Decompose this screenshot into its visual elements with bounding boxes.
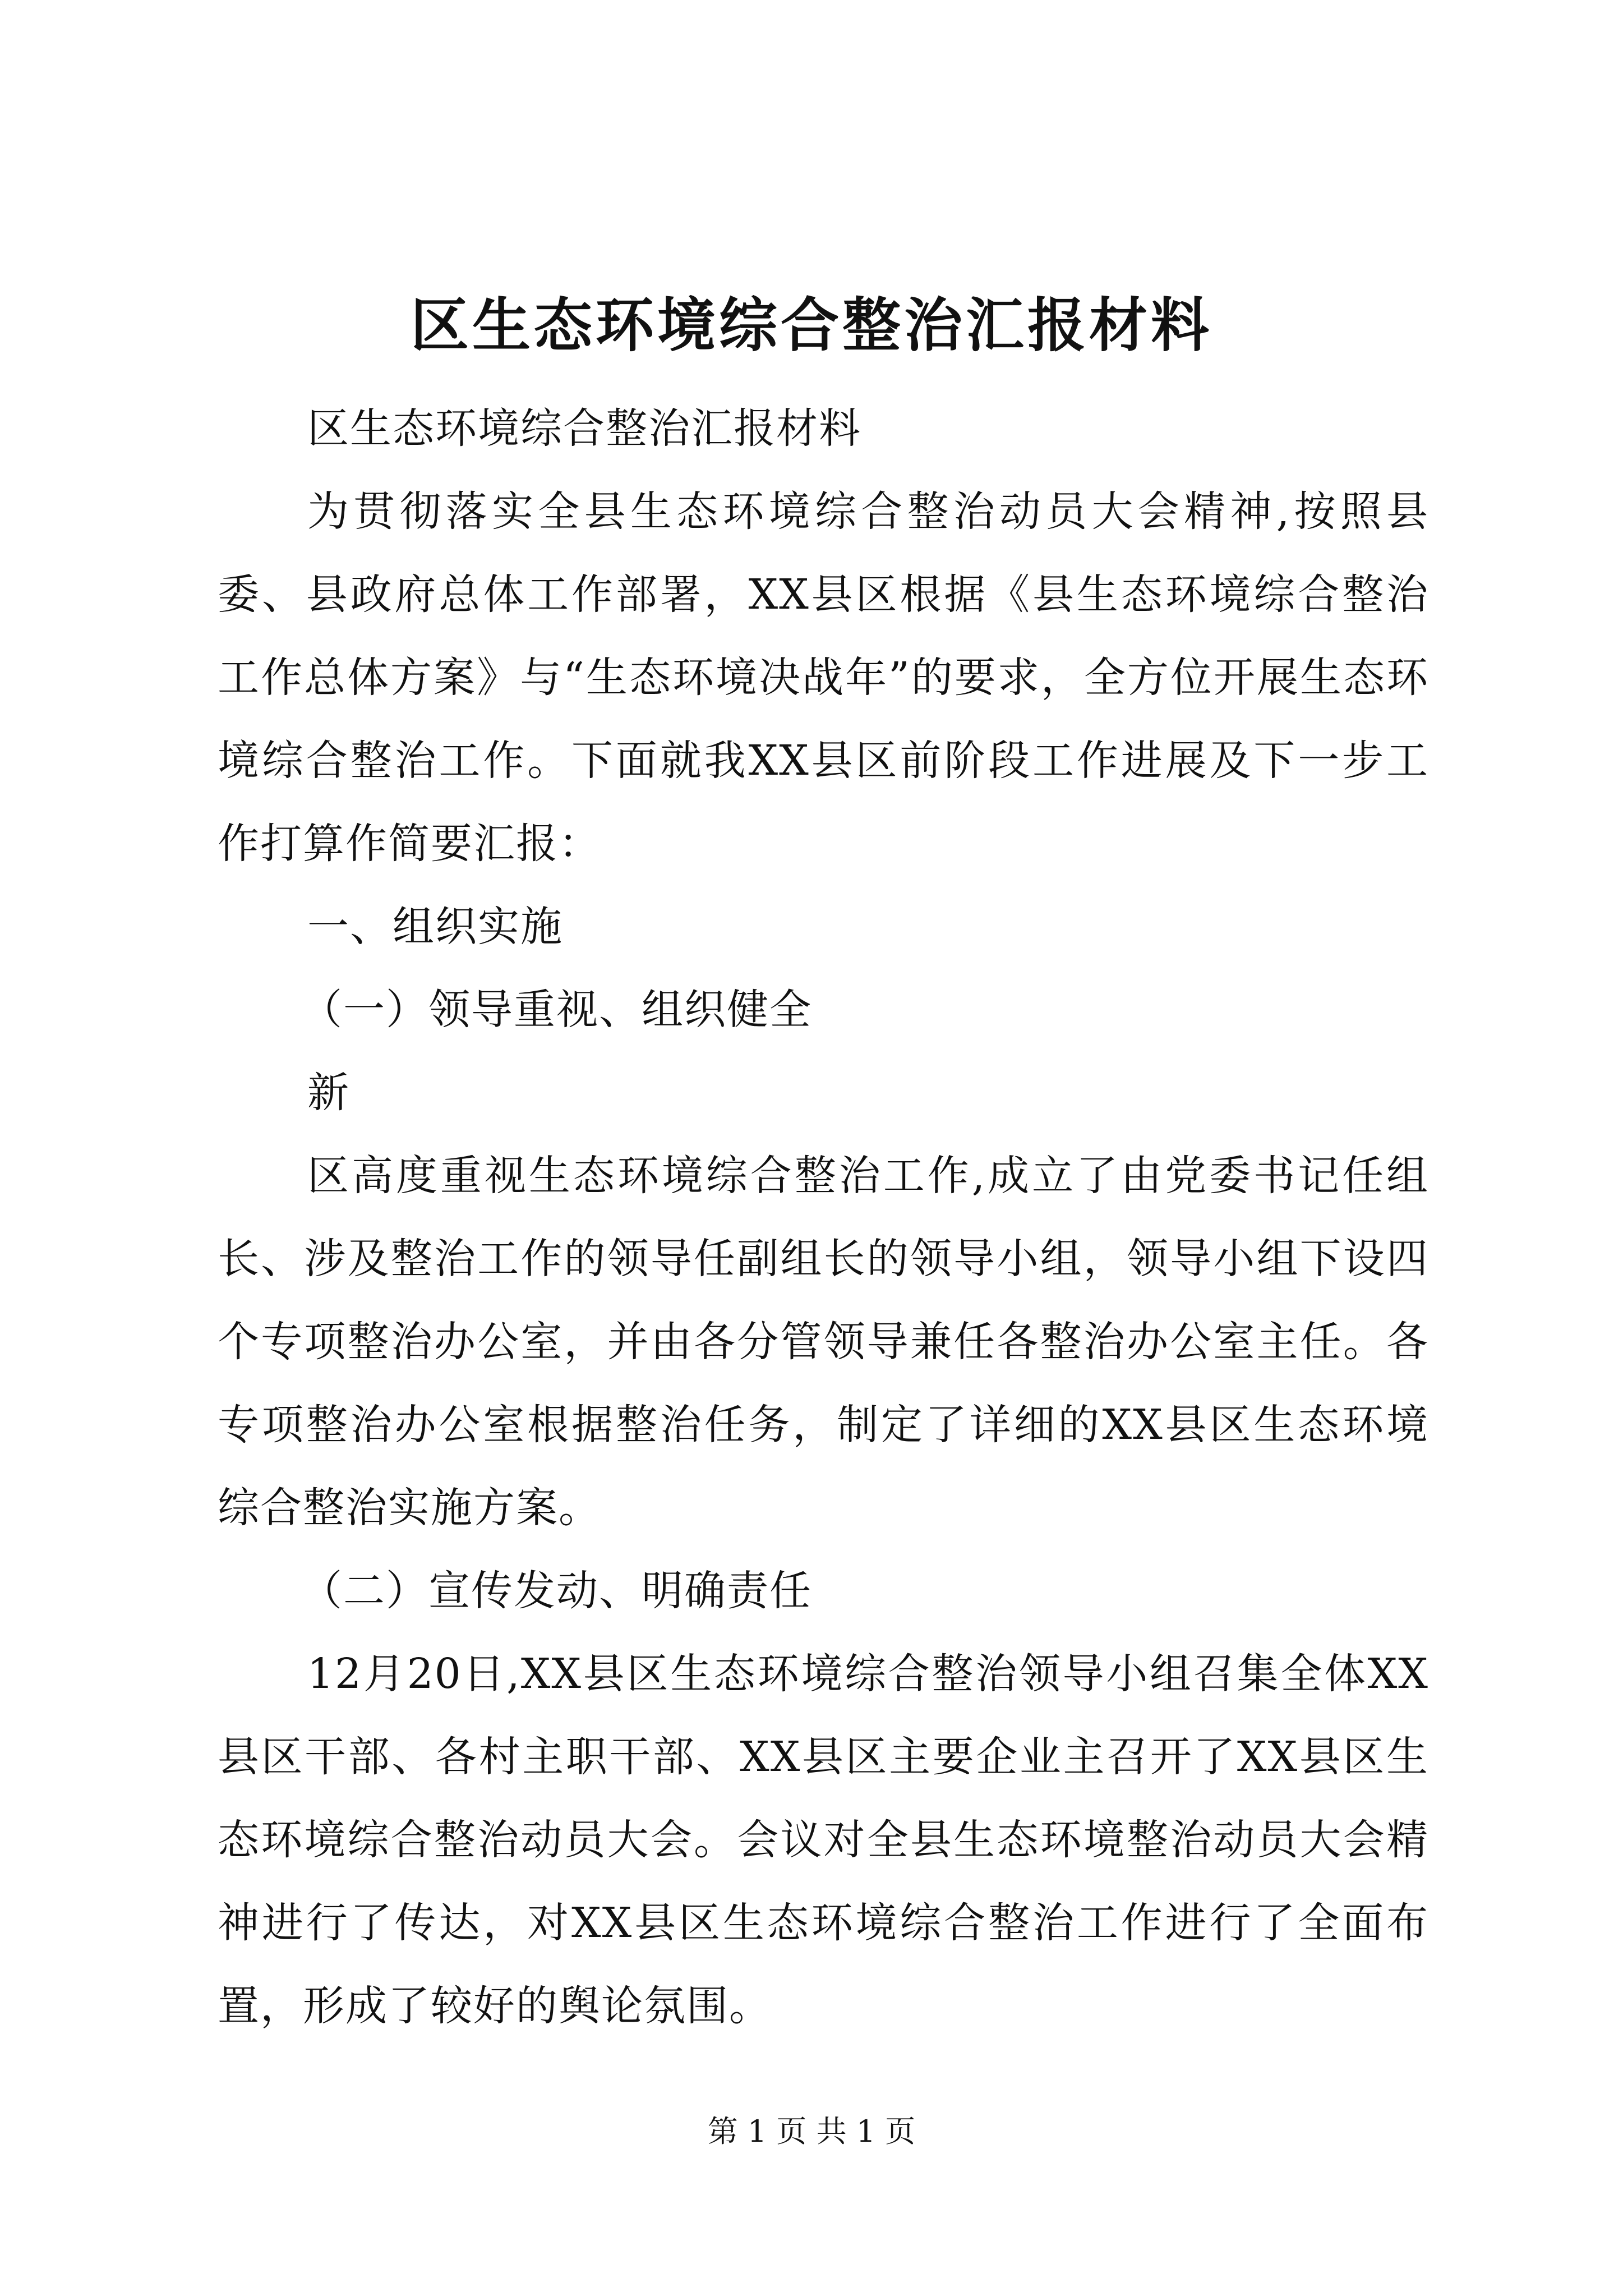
body-paragraph: 新	[307, 1069, 350, 1117]
document-title: 区生态环境综合整治汇报材料	[410, 291, 1212, 360]
page-footer: 第 1 页 共 1 页	[707, 2114, 916, 2149]
intro-paragraph: 为贯彻落实全县生态环境综合整治动员大会精神,按照县委、县政府总体工作部署，XX县区根据《县生态环境综合整治工作总体方案》与“生态环境决战年”的要求，全方位开展生态环境综合整治工作。下面就我XX县区前阶段工作进展及下一步工作打算作简要汇报：	[218, 487, 1429, 868]
subsection-heading: （一）领导重视、组织健全	[301, 986, 812, 1034]
subtitle-paragraph: 区生态环境综合整治汇报材料	[307, 404, 861, 453]
subsection-heading: （二）宣传发动、明确责任	[301, 1567, 812, 1615]
body-paragraph: 12月20日,XX县区生态环境综合整治领导小组召集全体XX县区干部、各村主职干部、XX县区主要企业主召开了XX县区生态环境综合整治动员大会。会议对全县生态环境整治动员大会精神进行了传达，对XX县区生态环境综合整治工作进行了全面布置，形成了较好的舆论氛围。	[218, 1650, 1429, 2030]
section-heading: 一、组织实施	[307, 903, 563, 951]
body-paragraph: 区高度重视生态环境综合整治工作,成立了由党委书记任组长、涉及整治工作的领导任副组长的领导小组，领导小组下设四个专项整治办公室，并由各分管领导兼任各整治办公室主任。各专项整治办公室根据整治任务，制定了详细的XX县区生态环境综合整治实施方案。	[218, 1152, 1429, 1532]
document-body	[218, 387, 1429, 2047]
